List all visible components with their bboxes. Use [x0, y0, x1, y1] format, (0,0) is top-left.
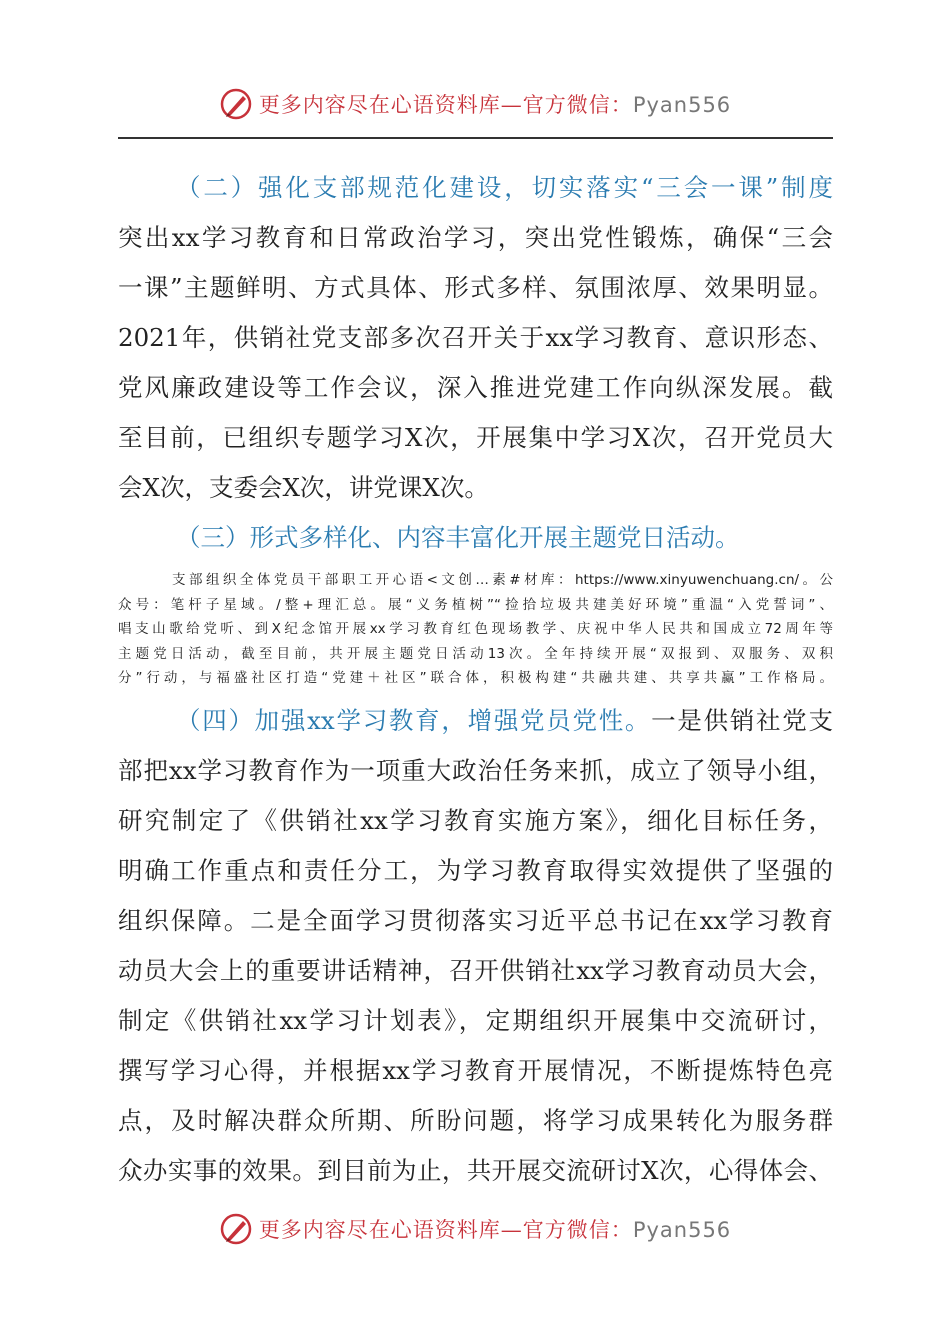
section2-line: 党风廉政建设等工作会议，深入推进党建工作向纵深发展。截 — [118, 373, 833, 402]
section4-line: 研究制定了《供销社xx学习教育实施方案》，细化目标任务， — [118, 805, 833, 835]
section2-heading: （二）强化支部规范化建设，切实落实“三会一课”制度 — [176, 173, 833, 202]
section4-line: 制定《供销社xx学习计划表》，定期组织开展集中交流研讨， — [118, 1005, 833, 1035]
banner-text: 更多内容尽在心语资料库—官方微信：Pyan556 — [258, 1218, 732, 1242]
section4-line: 众办实事的效果。到目前为止，共开展交流研讨X次，心得体会、 — [118, 1155, 833, 1185]
section3-line: 主题党日活动，截至目前，共开展主题党日活动13次。全年持续开展“双报到、双服务、双积 — [118, 645, 833, 662]
header-rule — [118, 137, 833, 139]
pen-logo-icon — [219, 1212, 253, 1246]
section2-line: 2021年，供销社党支部多次召开关于xx学习教育、意识形态、 — [118, 323, 833, 352]
section3-line: 众号：笔杆子星域。/整+理汇总。展“义务植树”“捡拾垃圾共建美好环境”重温“入党誓词”、 — [118, 596, 833, 613]
wechat-id: Pyan556 — [632, 1218, 732, 1242]
section4-line: 动员大会上的重要讲话精神，召开供销社xx学习教育动员大会， — [118, 955, 833, 985]
section4-heading: （四）加强xx学习教育，增强党员党性。 — [176, 705, 652, 735]
section4-heading-tail: 一是供销社党支 — [651, 705, 833, 735]
section3-line: 唱支山歌给党听、到X纪念馆开展xx学习教育红色现场教学、庆祝中华人民共和国成立72周年等 — [118, 621, 833, 637]
document-body — [118, 163, 833, 1196]
section4-line: 部把xx学习教育作为一项重大政治任务来抓，成立了领导小组， — [118, 755, 833, 785]
section3-heading: （三）形式多样化、内容丰富化开展主题党日活动。 — [176, 523, 740, 552]
section4-line: 撰写学习心得，并根据xx学习教育开展情况，不断提炼特色亮 — [118, 1055, 833, 1085]
header-banner — [0, 84, 950, 124]
section3-line: 支部组织全体党员干部职工开心语<文创…素#材库：https://www.xinyuwenchuang.cn/。公 — [172, 572, 833, 588]
section2-line: 一课”主题鲜明、方式具体、形式多样、氛围浓厚、效果明显。 — [118, 273, 833, 302]
section2-line: 至目前，已组织专题学习X次，开展集中学习X次，召开党员大 — [118, 423, 833, 452]
wechat-id: Pyan556 — [632, 93, 732, 117]
pen-logo-icon — [219, 87, 253, 121]
section4-line: 点，及时解决群众所期、所盼问题，将学习成果转化为服务群 — [118, 1105, 833, 1135]
section3-line: 分”行动，与福盛社区打造“党建＋社区”联合体，积极构建“共融共建、共享共赢”工作格局。 — [118, 670, 833, 686]
section4-line: 明确工作重点和责任分工，为学习教育取得实效提供了坚强的 — [118, 855, 833, 885]
section2-line: 会X次，支委会X次，讲党课X次。 — [118, 473, 489, 502]
section4-heading-line — [118, 696, 833, 746]
section4-line: 组织保障。二是全面学习贯彻落实习近平总书记在xx学习教育 — [118, 905, 833, 935]
section2-line: 突出xx学习教育和日常政治学习，突出党性锻炼，确保“三会 — [118, 223, 833, 252]
banner-text: 更多内容尽在心语资料库—官方微信：Pyan556 — [258, 93, 732, 117]
footer-banner — [0, 1209, 950, 1249]
